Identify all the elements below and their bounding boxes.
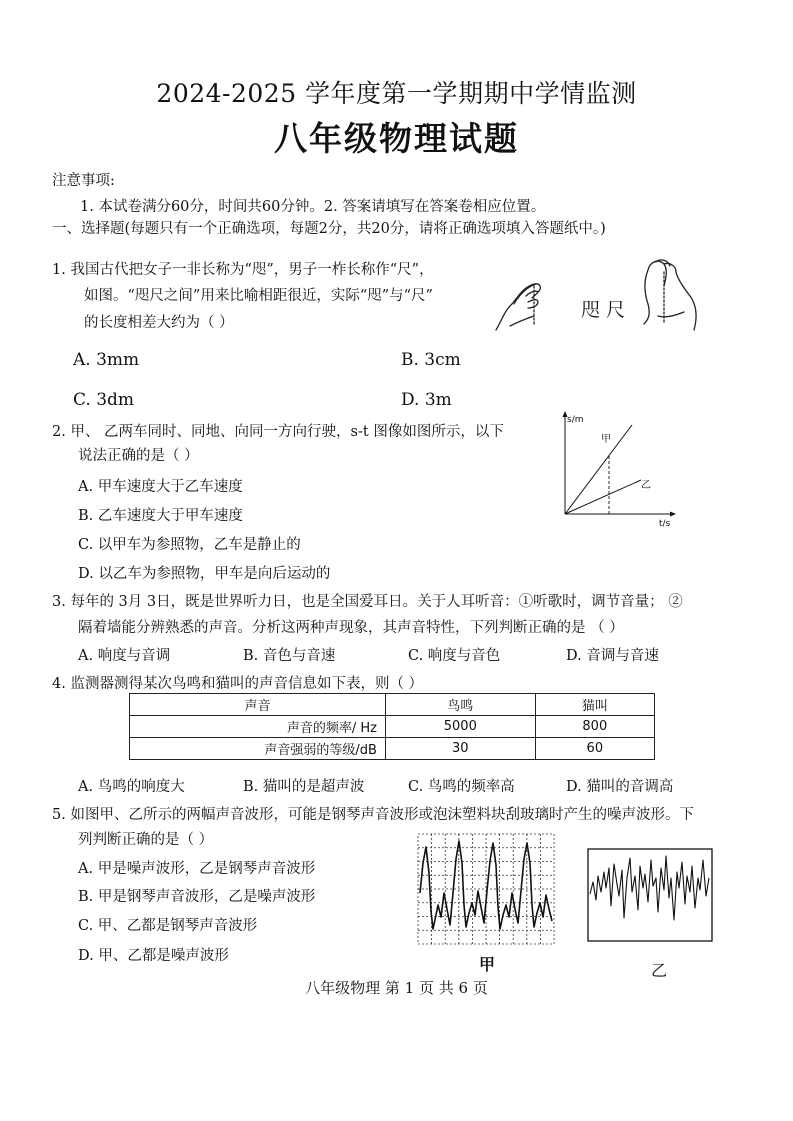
exam-title: 2024-2025 学年度第一学期期中学情监测 bbox=[156, 79, 637, 108]
q4-option-c[interactable]: C. 鸟鸣的频率高 bbox=[408, 779, 515, 795]
table-row bbox=[130, 738, 655, 760]
x-axis-arrow-icon bbox=[670, 512, 676, 517]
q3-stem-line1: 3. 每年的 3月 3日，既是世界听力日，也是全国爱耳日。关于人耳听音：①听歌时，调节音量； ② bbox=[52, 594, 683, 610]
table-header-cell: 鸟鸣 bbox=[385, 694, 535, 716]
q2-option-a[interactable]: A. 甲车速度大于乙车速度 bbox=[78, 479, 243, 495]
notice-heading: 注意事项: bbox=[52, 173, 115, 189]
waveform-yi bbox=[587, 848, 713, 942]
table-header-cell: 猫叫 bbox=[535, 694, 654, 716]
table-header-cell: 声音 bbox=[130, 694, 386, 716]
q3-option-d[interactable]: D. 音调与音速 bbox=[566, 648, 659, 664]
table-header-row bbox=[130, 694, 655, 716]
q4-option-a[interactable]: A. 鸟鸣的响度大 bbox=[78, 779, 185, 795]
table-cell: 30 bbox=[385, 738, 535, 760]
section-heading: 一、选择题(每题只有一个正确选项，每题2分，共20分，请将正确选项填入答题纸中。) bbox=[52, 221, 606, 237]
hand-span-zhi-icon bbox=[496, 284, 540, 330]
q5-option-b[interactable]: B. 甲是钢琴声音波形，乙是噪声波形 bbox=[78, 889, 316, 905]
q1-stem-line3: 的长度相差大约为（ ） bbox=[84, 315, 234, 331]
q4-option-d[interactable]: D. 猫叫的音调高 bbox=[566, 779, 674, 795]
q1-option-c[interactable]: C. 3dm bbox=[73, 390, 135, 410]
q1-figure-label: 咫 尺 bbox=[581, 299, 626, 321]
q1-option-d[interactable]: D. 3m bbox=[401, 390, 452, 410]
line-jia-label: 甲 bbox=[601, 434, 611, 445]
q3-stem-line2: 隔着墙能分辨熟悉的声音。分析这两种声现象，其声音特性，下列判断正确的是 （ ） bbox=[78, 620, 624, 636]
line-yi-label: 乙 bbox=[641, 480, 651, 491]
table-row bbox=[130, 716, 655, 738]
waveform-yi-label: 乙 bbox=[651, 961, 668, 980]
line-yi bbox=[565, 480, 641, 514]
page-footer: 八年级物理 第 1 页 共 6 页 bbox=[305, 979, 488, 997]
q4-option-b[interactable]: B. 猫叫的是超声波 bbox=[243, 779, 365, 795]
line-jia bbox=[565, 425, 632, 514]
table-cell: 声音的频率/ Hz bbox=[130, 716, 386, 738]
q2-option-c[interactable]: C. 以甲车为参照物，乙车是静止的 bbox=[78, 537, 301, 553]
q5-option-c[interactable]: C. 甲、乙都是钢琴声音波形 bbox=[78, 918, 258, 934]
q3-option-a[interactable]: A. 响度与音调 bbox=[78, 648, 171, 664]
q2-option-b[interactable]: B. 乙车速度大于甲车速度 bbox=[78, 508, 243, 524]
q2-stem-line1: 2. 甲、 乙两车同时、同地、向同一方向行驶，s-t 图像如图所示，以下 bbox=[52, 424, 504, 440]
table-cell: 60 bbox=[535, 738, 654, 760]
q4-sound-table bbox=[129, 693, 655, 760]
notice-line: 1. 本试卷满分60分，时间共60分钟。2. 答案请填写在答案卷相应位置。 bbox=[80, 199, 546, 215]
q5-stem-line1: 5. 如图甲、乙所示的两幅声音波形，可能是钢琴声音波形或泡沫塑料块刮玻璃时产生的噪声波形。下 bbox=[52, 807, 694, 823]
q1-option-b[interactable]: B. 3cm bbox=[401, 350, 461, 370]
q2-st-graph bbox=[555, 408, 680, 528]
q1-option-a[interactable]: A. 3mm bbox=[73, 350, 140, 370]
exam-subtitle: 八年级物理试题 bbox=[274, 119, 519, 158]
q2-option-d[interactable]: D. 以乙车为参照物，甲车是向后运动的 bbox=[78, 566, 331, 582]
q1-stem-line2: 如图。“咫尺之间”用来比喻相距很近，实际“咫”与“尺” bbox=[84, 288, 433, 304]
q3-option-c[interactable]: C. 响度与音色 bbox=[408, 648, 501, 664]
q5-stem-line2: 列判断正确的是（ ） bbox=[78, 832, 214, 848]
waveform-jia bbox=[417, 833, 555, 945]
q1-stem-line1: 1. 我国古代把女子一非长称为“咫”，男子一柞长称作“尺”， bbox=[52, 262, 434, 278]
q3-option-b[interactable]: B. 音色与音速 bbox=[243, 648, 336, 664]
q5-option-d[interactable]: D. 甲、乙都是噪声波形 bbox=[78, 948, 229, 964]
q1-hands-figure bbox=[488, 256, 738, 334]
table-cell: 5000 bbox=[385, 716, 535, 738]
q2-stem-line2: 说法正确的是（ ） bbox=[78, 448, 199, 464]
hand-span-chi-icon bbox=[644, 260, 696, 330]
q4-stem-line1: 4. 监测器测得某次鸟鸣和猫叫的声音信息如下表，则（ ） bbox=[52, 676, 424, 692]
table-cell: 800 bbox=[535, 716, 654, 738]
table-cell: 声音强弱的等级/dB bbox=[130, 738, 386, 760]
waveform-yi-trace bbox=[590, 856, 709, 920]
y-axis-label: s/m bbox=[567, 415, 584, 425]
x-axis-label: t/s bbox=[659, 519, 671, 528]
waveform-jia-label: 甲 bbox=[479, 955, 496, 974]
q5-option-a[interactable]: A. 甲是噪声波形，乙是钢琴声音波形 bbox=[78, 861, 316, 877]
